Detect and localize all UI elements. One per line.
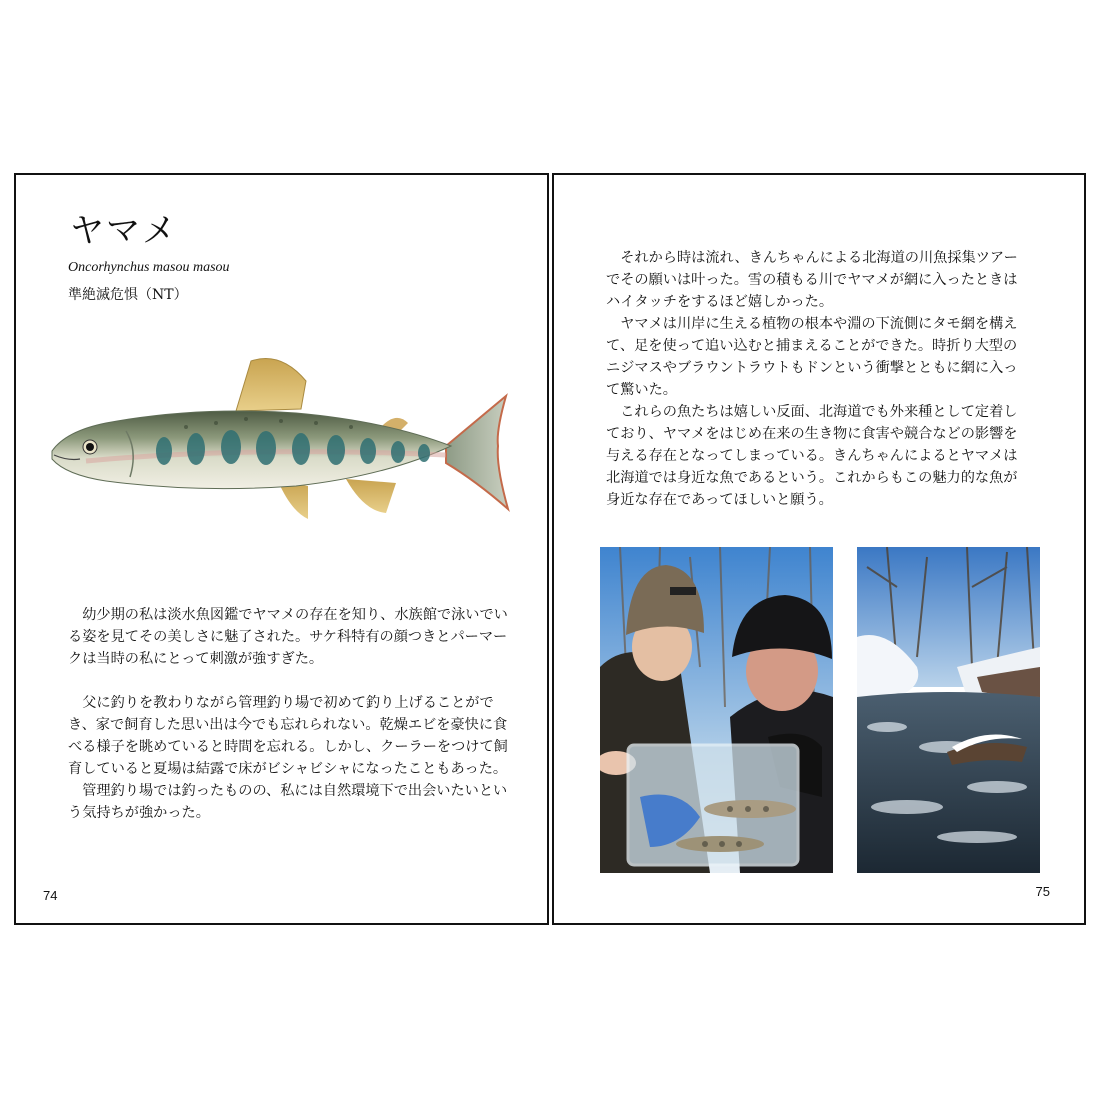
left-body-text: [68, 604, 514, 824]
photo-snowy-river: [857, 547, 1040, 873]
paragraph: それから時は流れ、きんちゃんによる北海道の川魚採集ツアーでその願いは叶った。雪の積もる川でヤマメが網に入ったときはハイタッチをするほど嬉しかった。: [606, 250, 1018, 310]
anal-fin: [346, 479, 396, 513]
paragraph: 管理釣り場では釣ったものの、私には自然環境下で出会いたいという気持ちが強かった。: [68, 783, 508, 821]
photo-two-people-with-fish: [600, 547, 833, 873]
yamame-fish-illustration: [46, 351, 516, 531]
paragraph: 父に釣りを教わりながら管理釣り場で初めて釣り上げることができ、家で飼育した思い出は今でも忘れられない。乾燥エビを豪快に食べる様子を眺めていると時間を忘れる。しかし、クーラーをつけて飼育していると夏場は結露で床がビシャビシャになったこともあった。: [68, 695, 508, 777]
dorsal-fin: [236, 359, 306, 412]
paragraph: 幼少期の私は淡水魚図鑑でヤマメの存在を知り、水族館で泳いでいる姿を見てその美しさに魅了された。サケ科特有の顔つきとパーマークは当時の私にとって刺激が強すぎた。: [68, 607, 508, 667]
page-number: 74: [43, 888, 58, 903]
scientific-name: Oncorhynchus masou masou: [68, 260, 230, 275]
left-page: [14, 173, 549, 925]
conservation-status: 準絶滅危惧（NT）: [68, 287, 188, 303]
species-title: ヤマメ: [70, 211, 178, 251]
page-number: 75: [1035, 884, 1050, 899]
tail-fin: [446, 396, 508, 509]
right-page: [552, 173, 1086, 925]
paragraph: ヤマメは川岸に生える植物の根本や淵の下流側にタモ網を構えて、足を使って追い込むと捕まえることができた。時折り大型のニジマスやブラウントラウトもドンという衝撃とともに網に入って驚いた。: [606, 316, 1018, 398]
paragraph: これらの魚たちは嬉しい反面、北海道でも外来種として定着しており、ヤマメをはじめ在来の生き物に食害や競合などの影響を与える存在となってしまっている。きんちゃんによるとヤマメは北海道では身近な魚であるという。これからもこの魅力的な魚が身近な存在であってほしいと願う。: [606, 404, 1018, 508]
right-body-text: [606, 247, 1026, 511]
